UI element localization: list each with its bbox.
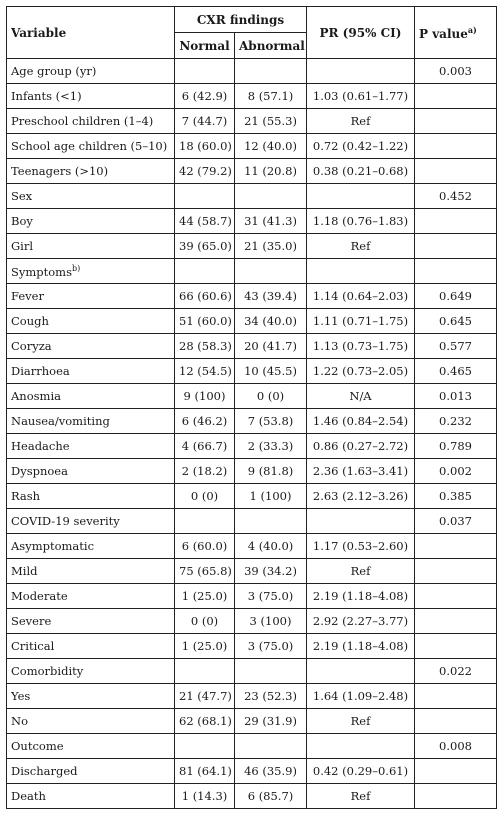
- cell-variable: [7, 534, 175, 559]
- cell-variable: [7, 409, 175, 434]
- cell-abnormal: 43 (39.4): [235, 284, 307, 309]
- cell-p-value: [415, 759, 497, 784]
- cell-variable: [7, 134, 175, 159]
- cell-pr: Ref: [307, 784, 415, 809]
- cell-p-value: 0.003: [415, 59, 497, 84]
- cell-pr: 1.18 (0.76–1.83): [307, 209, 415, 234]
- cell-p-value: 0.002: [415, 459, 497, 484]
- table-row: [7, 459, 497, 484]
- table-row: [7, 59, 497, 84]
- variable-label: Mild: [11, 564, 38, 578]
- table-row: [7, 384, 497, 409]
- cell-pr: 2.63 (2.12–3.26): [307, 484, 415, 509]
- cell-abnormal: 46 (35.9): [235, 759, 307, 784]
- cell-abnormal: 29 (31.9): [235, 709, 307, 734]
- cell-abnormal: 21 (55.3): [235, 109, 307, 134]
- header-p-value-footnote: a): [467, 24, 477, 35]
- cell-p-value: 0.008: [415, 734, 497, 759]
- table-row: [7, 209, 497, 234]
- cell-variable: [7, 184, 175, 209]
- cell-abnormal: 23 (52.3): [235, 684, 307, 709]
- table-row: [7, 159, 497, 184]
- table-row: [7, 434, 497, 459]
- cell-abnormal: 12 (40.0): [235, 134, 307, 159]
- cell-normal: 42 (79.2): [175, 159, 235, 184]
- variable-label: No: [11, 714, 28, 728]
- cell-p-value: [415, 684, 497, 709]
- cell-variable: [7, 334, 175, 359]
- cell-variable: [7, 109, 175, 134]
- cxr-findings-table: [6, 6, 497, 809]
- cell-normal: 62 (68.1): [175, 709, 235, 734]
- table-row: [7, 509, 497, 534]
- variable-label: Moderate: [11, 589, 68, 603]
- cell-normal: 18 (60.0): [175, 134, 235, 159]
- table-row: [7, 409, 497, 434]
- cell-pr: Ref: [307, 234, 415, 259]
- cell-variable: [7, 734, 175, 759]
- cell-pr: 0.86 (0.27–2.72): [307, 434, 415, 459]
- header-p-value-label: P value: [419, 26, 468, 41]
- cell-variable: [7, 784, 175, 809]
- cell-abnormal: 31 (41.3): [235, 209, 307, 234]
- cell-pr: 0.72 (0.42–1.22): [307, 134, 415, 159]
- cell-p-value: 0.385: [415, 484, 497, 509]
- cell-abnormal: 10 (45.5): [235, 359, 307, 384]
- variable-label: Coryza: [11, 339, 52, 353]
- table-row: [7, 84, 497, 109]
- cell-abnormal: 2 (33.3): [235, 434, 307, 459]
- cell-variable: [7, 359, 175, 384]
- cell-variable: [7, 484, 175, 509]
- table-row: [7, 534, 497, 559]
- variable-label: Asymptomatic: [11, 539, 95, 553]
- cell-normal: 2 (18.2): [175, 459, 235, 484]
- cell-normal: [175, 734, 235, 759]
- table-row: [7, 109, 497, 134]
- cell-normal: 66 (60.6): [175, 284, 235, 309]
- table-row: [7, 759, 497, 784]
- cell-p-value: [415, 584, 497, 609]
- cell-variable: [7, 584, 175, 609]
- cell-p-value: 0.577: [415, 334, 497, 359]
- cell-pr: 1.14 (0.64–2.03): [307, 284, 415, 309]
- cell-variable: [7, 459, 175, 484]
- variable-label: Teenagers (>10): [11, 164, 109, 178]
- cell-normal: 28 (58.3): [175, 334, 235, 359]
- table-row: [7, 609, 497, 634]
- cell-variable: [7, 634, 175, 659]
- cell-variable: [7, 434, 175, 459]
- cell-p-value: 0.037: [415, 509, 497, 534]
- cell-abnormal: 34 (40.0): [235, 309, 307, 334]
- variable-label: Girl: [11, 239, 34, 253]
- table-row: [7, 234, 497, 259]
- cell-normal: 7 (44.7): [175, 109, 235, 134]
- variable-label: Rash: [11, 489, 41, 503]
- cell-pr: 2.36 (1.63–3.41): [307, 459, 415, 484]
- variable-footnote: b): [72, 263, 81, 273]
- cell-normal: [175, 509, 235, 534]
- cell-pr: Ref: [307, 709, 415, 734]
- cell-variable: [7, 709, 175, 734]
- cell-p-value: [415, 109, 497, 134]
- variable-label: Discharged: [11, 764, 78, 778]
- table-row: [7, 184, 497, 209]
- table-row: [7, 134, 497, 159]
- cell-normal: 21 (47.7): [175, 684, 235, 709]
- cell-abnormal: 8 (57.1): [235, 84, 307, 109]
- cell-abnormal: [235, 59, 307, 84]
- cell-p-value: [415, 709, 497, 734]
- cell-abnormal: [235, 509, 307, 534]
- variable-label: Critical: [11, 639, 55, 653]
- table-row: [7, 359, 497, 384]
- cell-p-value: 0.232: [415, 409, 497, 434]
- cell-pr: 2.92 (2.27–3.77): [307, 609, 415, 634]
- cell-p-value: [415, 209, 497, 234]
- cell-p-value: [415, 634, 497, 659]
- cell-normal: 1 (25.0): [175, 584, 235, 609]
- cell-variable: [7, 659, 175, 684]
- cell-p-value: [415, 559, 497, 584]
- cell-variable: [7, 759, 175, 784]
- cell-p-value: 0.649: [415, 284, 497, 309]
- cell-normal: [175, 259, 235, 284]
- cell-abnormal: 39 (34.2): [235, 559, 307, 584]
- table-row: [7, 309, 497, 334]
- cell-normal: 81 (64.1): [175, 759, 235, 784]
- cell-pr: 1.22 (0.73–2.05): [307, 359, 415, 384]
- header-normal: Normal: [175, 33, 235, 59]
- variable-label: Comorbidity: [11, 664, 84, 678]
- cell-p-value: [415, 609, 497, 634]
- cell-p-value: [415, 784, 497, 809]
- variable-label: Cough: [11, 314, 49, 328]
- cell-abnormal: [235, 734, 307, 759]
- table-row: [7, 584, 497, 609]
- variable-label: Age group (yr): [11, 64, 97, 78]
- cell-abnormal: 20 (41.7): [235, 334, 307, 359]
- cell-p-value: [415, 534, 497, 559]
- cell-abnormal: 3 (100): [235, 609, 307, 634]
- variable-label: Outcome: [11, 739, 64, 753]
- variable-label: Yes: [11, 689, 31, 703]
- cell-normal: 44 (58.7): [175, 209, 235, 234]
- cell-variable: [7, 509, 175, 534]
- header-row-1: [7, 7, 497, 33]
- variable-label: Sex: [11, 189, 33, 203]
- cell-abnormal: 21 (35.0): [235, 234, 307, 259]
- cell-normal: 6 (60.0): [175, 534, 235, 559]
- cell-pr: 1.11 (0.71–1.75): [307, 309, 415, 334]
- table-row: [7, 334, 497, 359]
- variable-label: Severe: [11, 614, 52, 628]
- cell-pr: 2.19 (1.18–4.08): [307, 584, 415, 609]
- cell-pr: [307, 734, 415, 759]
- cell-pr: Ref: [307, 109, 415, 134]
- table-row: [7, 784, 497, 809]
- cell-pr: [307, 184, 415, 209]
- cell-p-value: 0.013: [415, 384, 497, 409]
- cell-abnormal: 3 (75.0): [235, 634, 307, 659]
- cell-normal: [175, 59, 235, 84]
- cell-normal: 0 (0): [175, 609, 235, 634]
- cell-pr: 2.19 (1.18–4.08): [307, 634, 415, 659]
- cell-variable: [7, 284, 175, 309]
- cell-pr: 1.46 (0.84–2.54): [307, 409, 415, 434]
- cell-pr: [307, 259, 415, 284]
- cell-pr: 1.03 (0.61–1.77): [307, 84, 415, 109]
- cell-normal: 39 (65.0): [175, 234, 235, 259]
- header-abnormal: Abnormal: [235, 33, 307, 59]
- cell-variable: [7, 384, 175, 409]
- cell-pr: 0.42 (0.29–0.61): [307, 759, 415, 784]
- cell-abnormal: 0 (0): [235, 384, 307, 409]
- cell-normal: [175, 659, 235, 684]
- variable-label: Diarrhoea: [11, 364, 70, 378]
- cell-abnormal: [235, 659, 307, 684]
- table-row: [7, 659, 497, 684]
- variable-label: Death: [11, 789, 46, 803]
- cell-variable: [7, 159, 175, 184]
- cell-p-value: 0.452: [415, 184, 497, 209]
- cell-pr: Ref: [307, 559, 415, 584]
- cell-normal: 75 (65.8): [175, 559, 235, 584]
- cell-normal: 6 (42.9): [175, 84, 235, 109]
- variable-label: Symptoms: [11, 264, 72, 279]
- header-cxr-findings: CXR findings: [175, 7, 307, 33]
- cell-pr: 1.17 (0.53–2.60): [307, 534, 415, 559]
- table-row: [7, 634, 497, 659]
- cell-abnormal: 9 (81.8): [235, 459, 307, 484]
- cell-normal: 4 (66.7): [175, 434, 235, 459]
- variable-label: Headache: [11, 439, 70, 453]
- variable-label: COVID-19 severity: [11, 514, 120, 528]
- cell-normal: 0 (0): [175, 484, 235, 509]
- variable-label: Nausea/vomiting: [11, 414, 110, 428]
- header-p-value: [415, 7, 497, 59]
- cell-variable: [7, 309, 175, 334]
- cell-pr: [307, 659, 415, 684]
- cell-normal: 12 (54.5): [175, 359, 235, 384]
- cell-abnormal: 6 (85.7): [235, 784, 307, 809]
- variable-label: Infants (<1): [11, 89, 82, 103]
- cell-p-value: 0.465: [415, 359, 497, 384]
- cell-normal: 1 (14.3): [175, 784, 235, 809]
- cell-abnormal: 7 (53.8): [235, 409, 307, 434]
- cell-p-value: [415, 234, 497, 259]
- variable-label: Anosmia: [11, 389, 61, 403]
- cell-normal: [175, 184, 235, 209]
- cell-pr: N/A: [307, 384, 415, 409]
- cell-variable: [7, 59, 175, 84]
- cell-variable: [7, 84, 175, 109]
- cell-p-value: [415, 259, 497, 284]
- table-row: [7, 484, 497, 509]
- cell-normal: 9 (100): [175, 384, 235, 409]
- cell-pr: 1.64 (1.09–2.48): [307, 684, 415, 709]
- cell-abnormal: 1 (100): [235, 484, 307, 509]
- cell-normal: 1 (25.0): [175, 634, 235, 659]
- table-row: [7, 709, 497, 734]
- cell-normal: 51 (60.0): [175, 309, 235, 334]
- cell-p-value: 0.645: [415, 309, 497, 334]
- cell-p-value: 0.022: [415, 659, 497, 684]
- cell-variable: [7, 609, 175, 634]
- cell-p-value: 0.789: [415, 434, 497, 459]
- cell-abnormal: [235, 259, 307, 284]
- cell-pr: 1.13 (0.73–1.75): [307, 334, 415, 359]
- table-row: [7, 559, 497, 584]
- header-variable: Variable: [7, 7, 175, 59]
- cell-pr: [307, 509, 415, 534]
- variable-label: Dyspnoea: [11, 464, 68, 478]
- cell-p-value: [415, 134, 497, 159]
- cell-pr: [307, 59, 415, 84]
- header-pr: PR (95% CI): [307, 7, 415, 59]
- table-body: [7, 59, 497, 809]
- cell-variable: [7, 234, 175, 259]
- cell-abnormal: [235, 184, 307, 209]
- table-row: [7, 734, 497, 759]
- cell-abnormal: 4 (40.0): [235, 534, 307, 559]
- cell-abnormal: 3 (75.0): [235, 584, 307, 609]
- variable-label: Preschool children (1–4): [11, 114, 154, 128]
- cell-normal: 6 (46.2): [175, 409, 235, 434]
- cell-variable: [7, 209, 175, 234]
- cell-p-value: [415, 159, 497, 184]
- variable-label: Fever: [11, 289, 44, 303]
- cell-variable: [7, 259, 175, 284]
- table-row: [7, 284, 497, 309]
- cell-p-value: [415, 84, 497, 109]
- cell-pr: 0.38 (0.21–0.68): [307, 159, 415, 184]
- variable-label: Boy: [11, 214, 33, 228]
- table-row: [7, 684, 497, 709]
- cell-abnormal: 11 (20.8): [235, 159, 307, 184]
- cell-variable: [7, 559, 175, 584]
- table-row: [7, 259, 497, 284]
- cell-variable: [7, 684, 175, 709]
- variable-label: School age children (5–10): [11, 139, 168, 153]
